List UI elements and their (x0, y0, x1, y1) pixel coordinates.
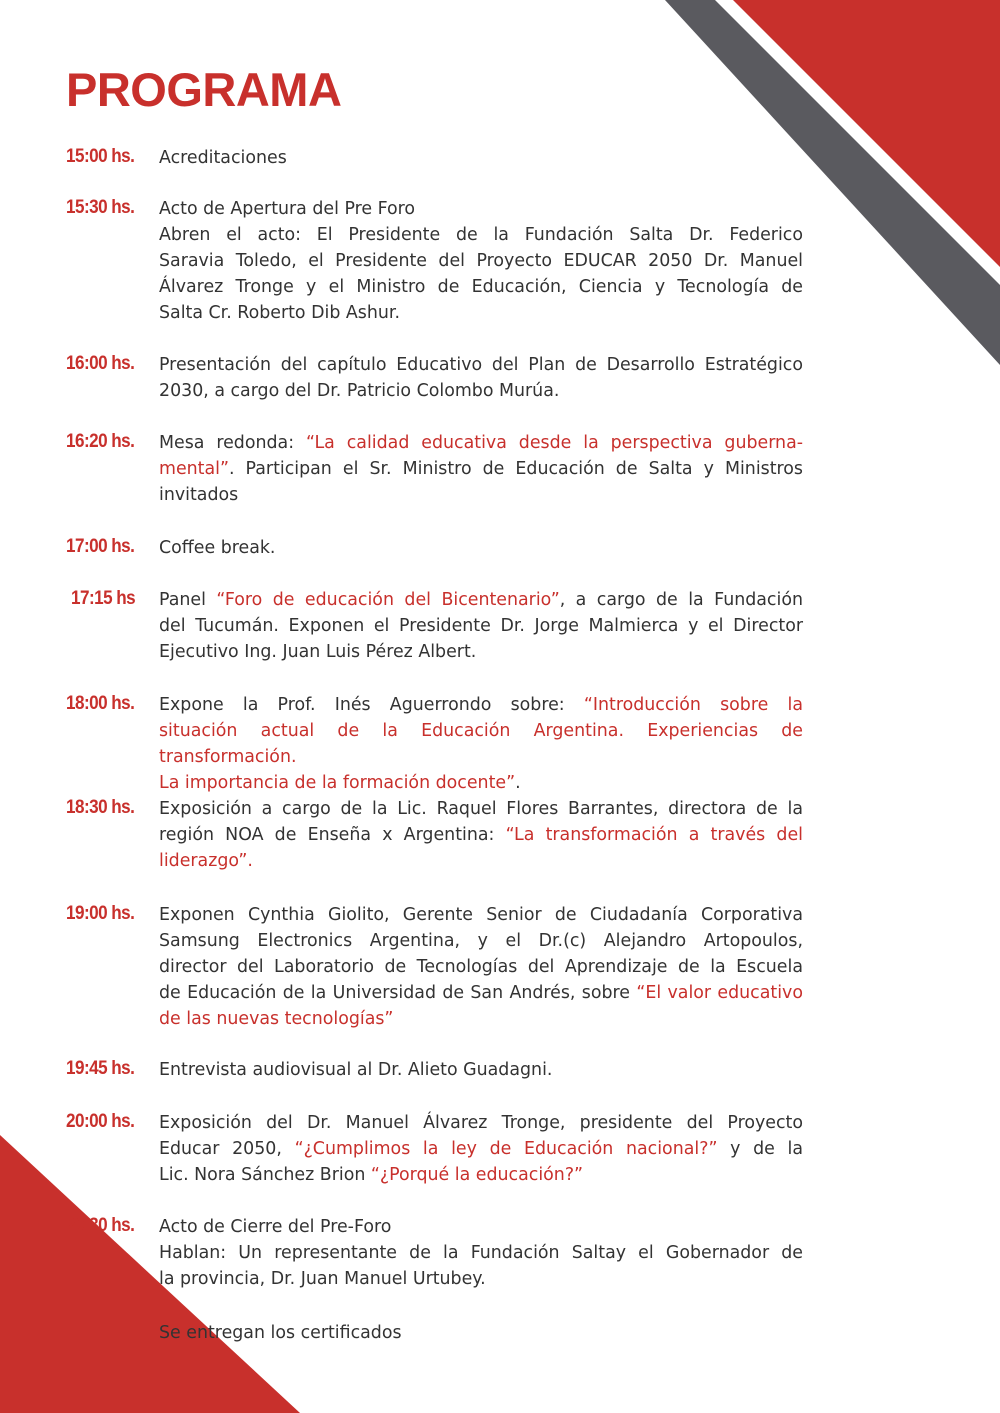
entry-line (159, 145, 803, 171)
entry-description (159, 692, 803, 796)
entry-line (159, 928, 803, 954)
entry-text: Exposición del Dr. Manuel Álvarez Tronge, presidente del Proyecto (159, 1113, 803, 1133)
entry-text: Ejecutivo Ing. Juan Luis Pérez Albert. (159, 642, 477, 662)
entry-line (159, 1057, 803, 1083)
entry-description (159, 1110, 803, 1188)
highlighted-title-text: “La calidad educativa desde la perspectiva guberna- (306, 433, 804, 453)
entry-text: Acto de Apertura del Pre Foro (159, 199, 416, 219)
entry-line (159, 954, 803, 980)
entry-line (159, 902, 803, 928)
entry-time: 15:30 hs. (66, 197, 135, 218)
entry-time: 19:45 hs. (66, 1058, 135, 1079)
entry-text: 2030, a cargo del Dr. Patricio Colombo Murúa. (159, 381, 560, 401)
entry-text: Álvarez Tronge y el Ministro de Educación, Ciencia y Tecnología de (159, 277, 803, 297)
entry-text: , a cargo de la Fundación (559, 590, 803, 610)
entry-line (159, 456, 803, 482)
entry-text: Expone la Prof. Inés Aguerrondo sobre: (159, 695, 584, 715)
entry-text: . Participan el Sr. Ministro de Educación de Salta y Ministros (228, 459, 803, 479)
entry-description (159, 1057, 803, 1083)
entry-line (159, 822, 803, 848)
entry-time: 17:15 hs (71, 588, 136, 609)
entry-text: Coffee break. (159, 538, 276, 558)
highlighted-title-text: de las nuevas tecnologías” (159, 1009, 394, 1029)
entry-text: Saravia Toledo, el Presidente del Proyecto EDUCAR 2050 Dr. Manuel (159, 251, 803, 271)
entry-text: Presentación del capítulo Educativo del Plan de Desarrollo Estratégico (159, 355, 803, 375)
entry-text: director del Laboratorio de Tecnologías del Aprendizaje de la Escuela (159, 957, 803, 977)
highlighted-title-text: situación actual de la Educación Argentina. Experiencias de transformación. (159, 721, 803, 767)
entry-line (159, 1110, 803, 1136)
entry-description (159, 587, 803, 665)
entry-text: Hablan: Un representante de la Fundación Saltay el Gobernador de (159, 1243, 803, 1263)
entry-text: Abren el acto: El Presidente de la Fundación Salta Dr. Federico (159, 225, 803, 245)
entry-time: 20:00 hs. (66, 1111, 135, 1132)
highlighted-title-text: “El valor educativo (636, 983, 803, 1003)
entry-text: Exponen Cynthia Giolito, Gerente Senior de Ciudadanía Corporativa (159, 905, 803, 925)
entry-line (159, 1162, 803, 1188)
entry-text: Educar 2050, (159, 1139, 295, 1159)
entry-text: Acreditaciones (159, 148, 287, 168)
entry-line (159, 1266, 803, 1292)
entry-line (159, 718, 803, 770)
entry-line (159, 274, 803, 300)
entry-line (159, 1136, 803, 1162)
highlighted-title-text: “Foro de educación del Bicentenario” (216, 590, 560, 610)
entry-text: Lic. Nora Sánchez Brion (159, 1165, 371, 1185)
entry-line (159, 482, 803, 508)
entry-text: región NOA de Enseña x Argentina: (159, 825, 506, 845)
entry-line (159, 1320, 803, 1346)
entry-line (159, 352, 803, 378)
entry-text: Panel (159, 590, 217, 610)
entry-time: 16:00 hs. (66, 353, 135, 374)
page-title: PROGRAMA (66, 63, 342, 116)
entry-text: la provincia, Dr. Juan Manuel Urtubey. (159, 1269, 486, 1289)
entry-text: de Educación de la Universidad de San Andrés, sobre (159, 983, 637, 1003)
entry-time: 15:00 hs. (66, 146, 135, 167)
entry-text: invitados (159, 485, 239, 505)
entry-description (159, 1320, 803, 1346)
highlighted-title-text: La importancia de la formación docente” (159, 773, 516, 793)
entry-description (159, 196, 803, 326)
entry-text: Mesa redonda: (159, 433, 306, 453)
entry-time: 16:20 hs. (66, 431, 135, 452)
entry-text: Samsung Electronics Argentina, y el Dr.(c) Alejandro Artopoulos, (159, 931, 803, 951)
highlighted-title-text: “¿Cumplimos la ley de Educación nacional?” (294, 1139, 718, 1159)
entry-line (159, 587, 803, 613)
entry-time: 18:00 hs. (66, 693, 135, 714)
entry-description (159, 535, 803, 561)
entry-description (159, 1214, 803, 1292)
entry-time: 17:00 hs. (66, 536, 135, 557)
entry-time: 18:30 hs. (66, 797, 135, 818)
entry-description (159, 902, 803, 1032)
entry-line (159, 692, 803, 718)
entry-line (159, 796, 803, 822)
entry-time: 19:00 hs. (66, 903, 135, 924)
entry-text: Se entregan los certificados (159, 1323, 402, 1343)
entry-line (159, 1006, 803, 1032)
entry-line (159, 1240, 803, 1266)
entry-text: . (515, 773, 521, 793)
entry-line (159, 848, 803, 874)
entry-text: y de la (717, 1139, 803, 1159)
entry-line (159, 535, 803, 561)
highlighted-title-text: mental” (159, 459, 229, 479)
entry-description (159, 796, 803, 874)
highlighted-title-text: liderazgo”. (159, 851, 253, 871)
entry-text: Entrevista audiovisual al Dr. Alieto Guadagni. (159, 1060, 553, 1080)
entry-text: del Tucumán. Exponen el Presidente Dr. Jorge Malmierca y el Director (159, 616, 803, 636)
entry-description (159, 145, 803, 171)
entry-text: Salta Cr. Roberto Dib Ashur. (159, 303, 400, 323)
entry-line (159, 222, 803, 248)
entry-time: 20:30 hs. (66, 1215, 135, 1236)
entry-line (159, 639, 803, 665)
entry-line (159, 300, 803, 326)
entry-line (159, 770, 803, 796)
entry-description (159, 352, 803, 404)
entry-line (159, 980, 803, 1006)
entry-line (159, 196, 803, 222)
entry-line (159, 430, 803, 456)
highlighted-title-text: “¿Porqué la educación?” (370, 1165, 584, 1185)
entry-description (159, 430, 803, 508)
entry-text: Exposición a cargo de la Lic. Raquel Flores Barrantes, directora de la (159, 799, 803, 819)
entry-line (159, 248, 803, 274)
entry-text: Acto de Cierre del Pre-Foro (159, 1217, 392, 1237)
entry-line (159, 613, 803, 639)
highlighted-title-text: “La transformación a través del (505, 825, 803, 845)
entry-line (159, 378, 803, 404)
entry-line (159, 1214, 803, 1240)
highlighted-title-text: “Introducción sobre la (583, 695, 803, 715)
